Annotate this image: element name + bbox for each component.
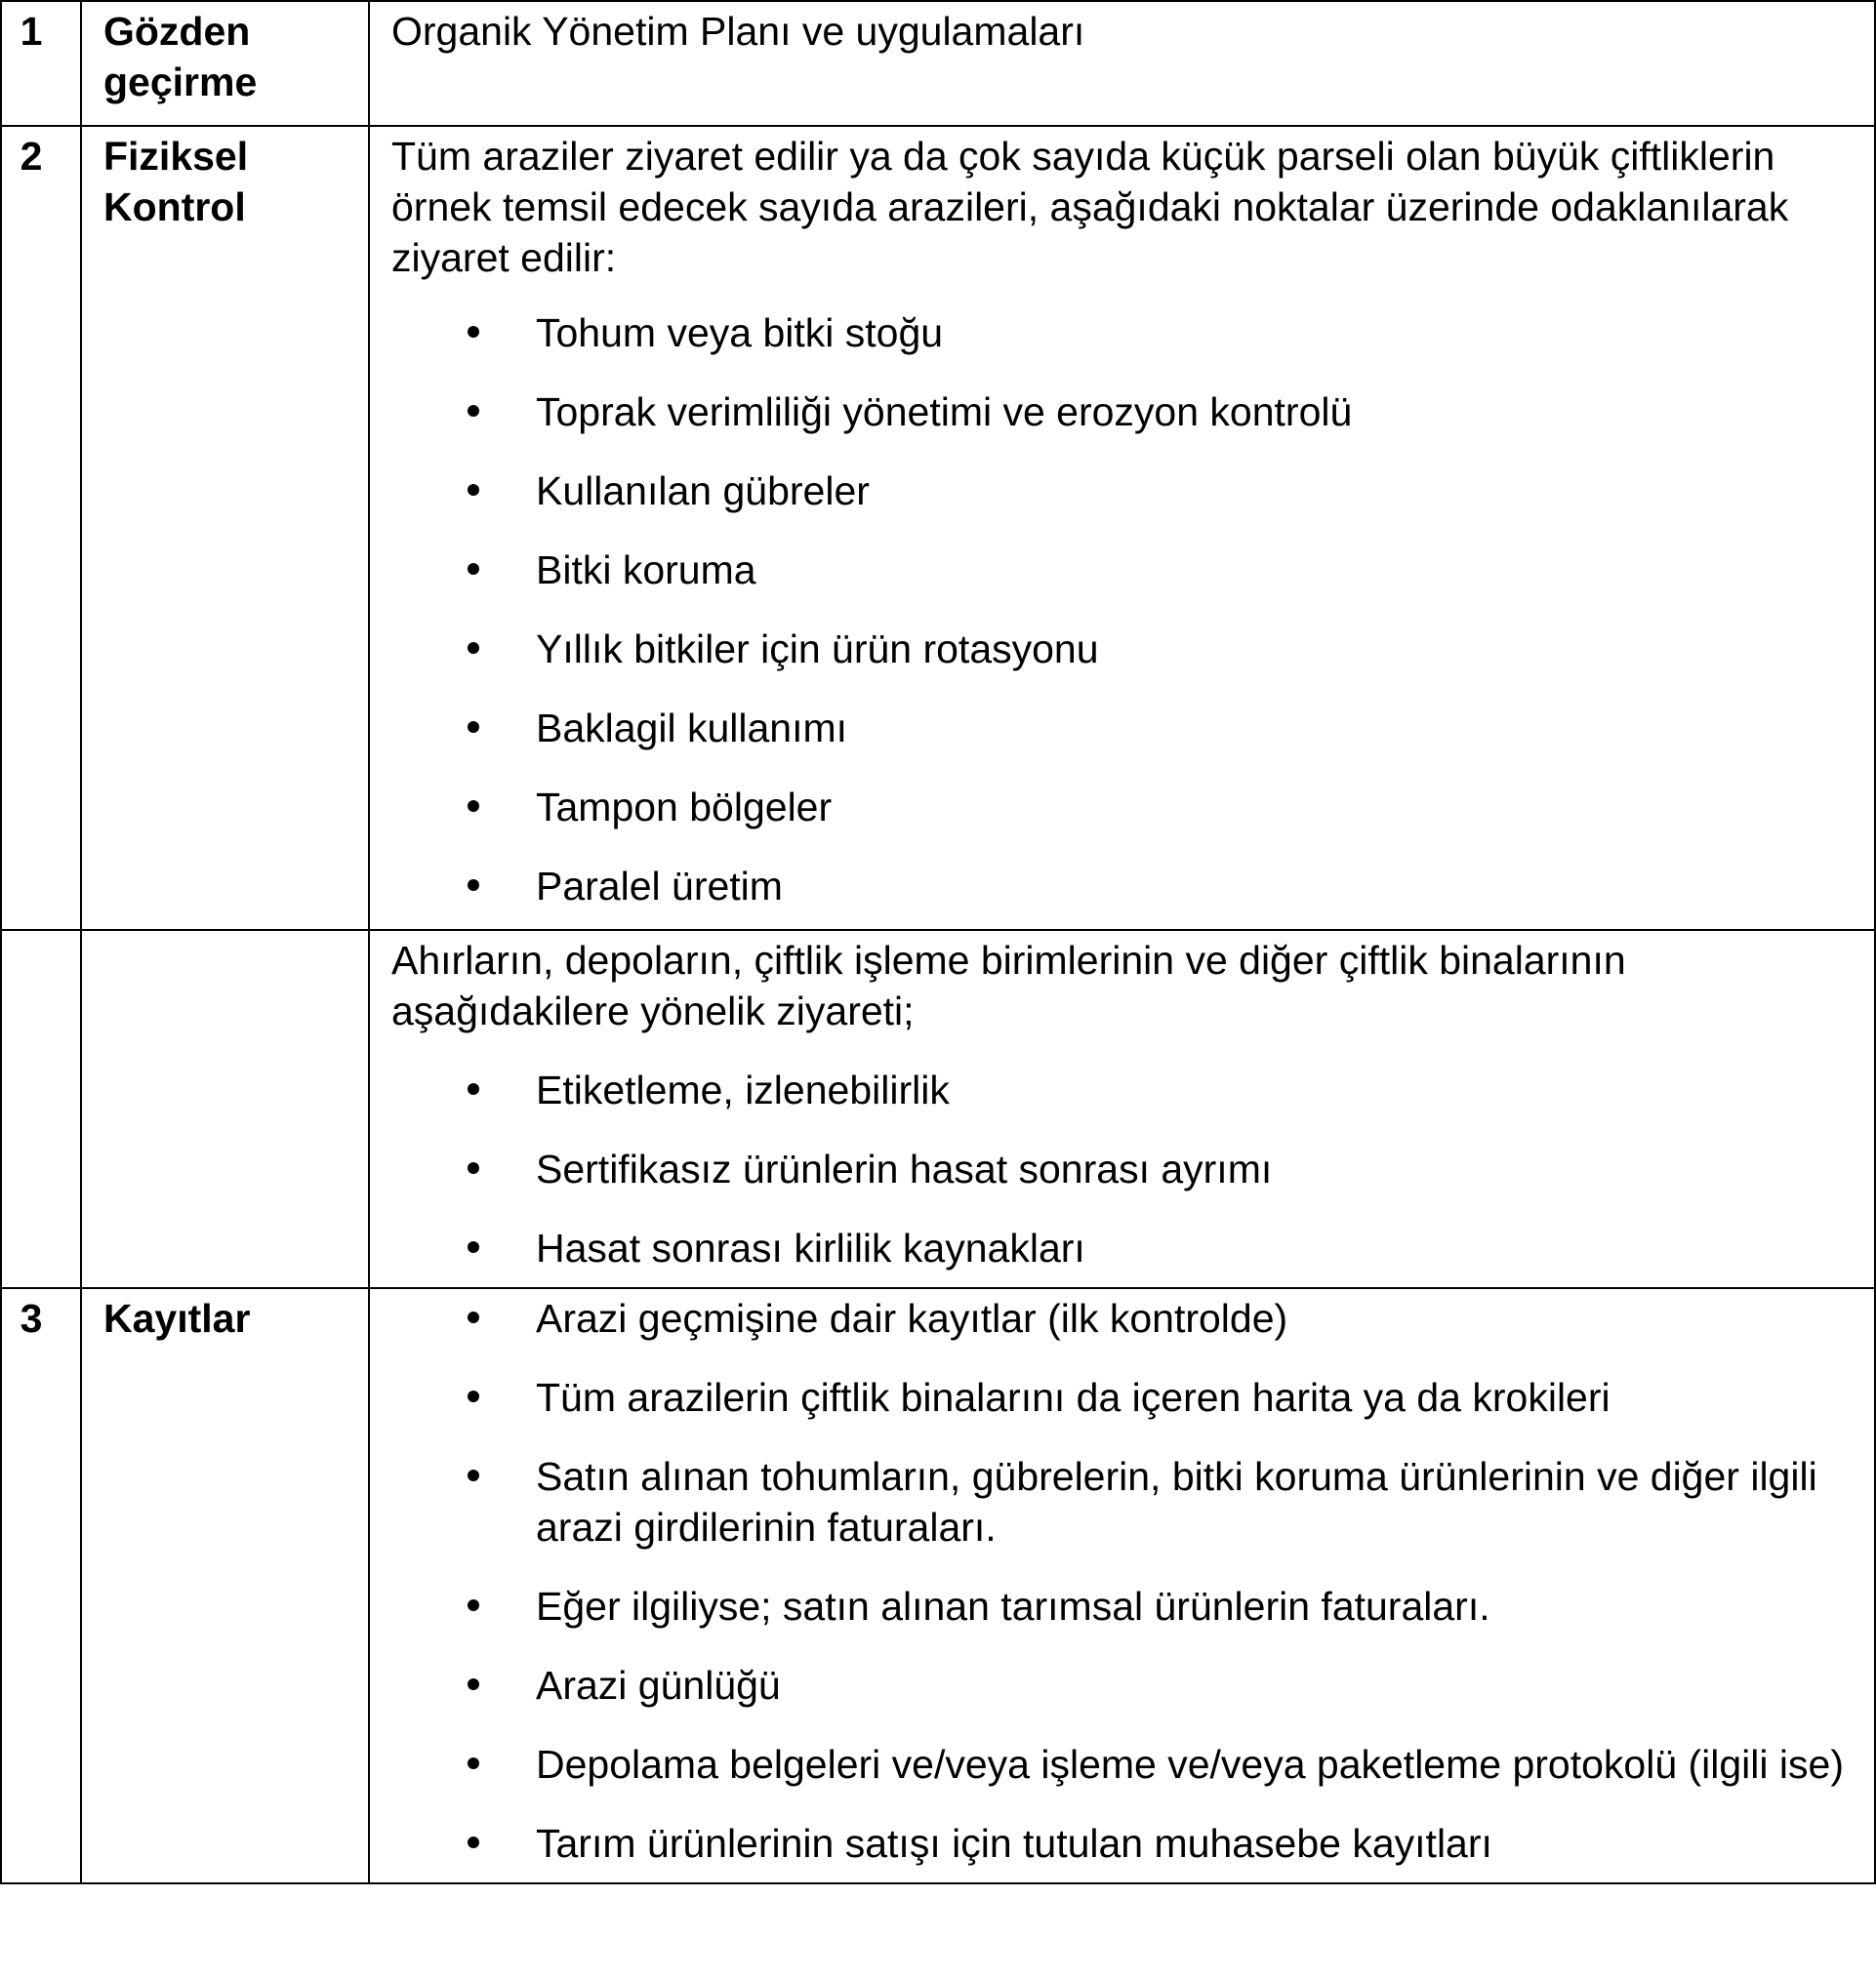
- list-item: [391, 703, 1855, 753]
- bullet-icon: [468, 879, 479, 891]
- list-item-text: Depolama belgeleri ve/veya işleme ve/veya paketleme protokolü (ilgili ise): [536, 1742, 1844, 1787]
- bullet-icon: [468, 800, 479, 812]
- bullet-list: [391, 307, 1855, 911]
- list-item: [391, 545, 1855, 595]
- list-item: [391, 1065, 1855, 1115]
- list-item-text: Bitki koruma: [536, 547, 756, 592]
- row-body-text: Ahırların, depoların, çiftlik işleme birimlerinin ve diğer çiftlik binalarının aşağıdakilere yönelik ziyareti;: [391, 938, 1626, 1033]
- table-row: [1, 930, 1875, 1288]
- list-item-text: Baklagil kullanımı: [536, 706, 848, 750]
- row-number-cell: [1, 1, 81, 126]
- bullet-icon: [468, 1757, 479, 1769]
- bullet-icon: [468, 1162, 479, 1174]
- list-item-text: Yıllık bitkiler için ürün rotasyonu: [536, 626, 1099, 671]
- list-item-text: Paralel üretim: [536, 864, 783, 909]
- row-number-cell: [1, 930, 81, 1288]
- list-item-text: Tüm arazilerin çiftlik binalarını da içeren harita ya da krokileri: [536, 1375, 1611, 1420]
- row-number: 3: [20, 1296, 43, 1341]
- list-item-text: Arazi günlüğü: [536, 1663, 781, 1708]
- row-body-cell: [369, 930, 1875, 1288]
- row-title-line: Kayıtlar: [103, 1296, 251, 1341]
- bullet-icon: [468, 721, 479, 733]
- list-item: [391, 1739, 1855, 1790]
- list-item-text: Toprak verimliliği yönetimi ve erozyon kontrolü: [536, 389, 1353, 434]
- row-number: 2: [20, 134, 43, 179]
- list-item-text: Kullanılan gübreler: [536, 468, 870, 513]
- list-item: [391, 465, 1855, 516]
- list-item: [391, 386, 1855, 437]
- list-item: [391, 1581, 1855, 1632]
- row-body-cell: [369, 1, 1875, 126]
- row-title-cell: [81, 1288, 369, 1883]
- bullet-icon: [468, 1083, 479, 1095]
- list-item: [391, 1372, 1855, 1423]
- list-item: [391, 1144, 1855, 1194]
- bullet-icon: [468, 1470, 479, 1481]
- list-item: [391, 1451, 1855, 1553]
- list-item-text: Satın alınan tohumların, gübrelerin, bitki koruma ürünlerinin ve diğer ilgili arazi girdilerinin faturaları.: [536, 1454, 1817, 1550]
- bullet-list: [391, 1293, 1855, 1869]
- list-item: [391, 1818, 1855, 1869]
- bullet-icon: [468, 563, 479, 575]
- bullet-icon: [468, 405, 479, 417]
- list-item-text: Arazi geçmişine dair kayıtlar (ilk kontrolde): [536, 1296, 1288, 1341]
- row-title-cell: [81, 930, 369, 1288]
- row-title-line: Kontrol: [103, 184, 246, 229]
- list-item-text: Tampon bölgeler: [536, 785, 833, 829]
- row-body-cell: [369, 126, 1875, 930]
- list-item: [391, 861, 1855, 911]
- bullet-icon: [468, 642, 479, 654]
- bullet-list: [391, 1065, 1855, 1273]
- table-row: [1, 1288, 1875, 1883]
- row-body-text: Organik Yönetim Planı ve uygulamaları: [391, 9, 1085, 54]
- list-item-text: Tohum veya bitki stoğu: [536, 310, 944, 355]
- list-item: [391, 782, 1855, 832]
- list-item: [391, 307, 1855, 358]
- row-title-cell: [81, 126, 369, 930]
- list-item: [391, 1223, 1855, 1273]
- row-body-text: Tüm araziler ziyaret edilir ya da çok sayıda küçük parseli olan büyük çiftliklerin örnek temsil edecek sayıda arazileri, aşağıdaki noktalar üzerinde odaklanılarak ziyaret edilir:: [391, 134, 1789, 280]
- bullet-icon: [468, 484, 479, 496]
- row-number: 1: [20, 9, 43, 54]
- list-item-text: Sertifikasız ürünlerin hasat sonrası ayrımı: [536, 1147, 1273, 1191]
- table-row: [1, 126, 1875, 930]
- bullet-icon: [468, 1599, 479, 1611]
- list-item: [391, 1293, 1855, 1344]
- list-item: [391, 1660, 1855, 1711]
- bullet-icon: [468, 1678, 479, 1690]
- table-row: [1, 1, 1875, 126]
- row-title-cell: [81, 1, 369, 126]
- row-number-cell: [1, 1288, 81, 1883]
- bullet-icon: [468, 1391, 479, 1402]
- bullet-icon: [468, 1837, 479, 1848]
- row-title-line: geçirme: [103, 60, 258, 104]
- row-number-cell: [1, 126, 81, 930]
- list-item-text: Tarım ürünlerinin satışı için tutulan muhasebe kayıtları: [536, 1821, 1492, 1866]
- list-item-text: Hasat sonrası kirlilik kaynakları: [536, 1226, 1085, 1271]
- bullet-icon: [468, 326, 479, 338]
- list-item-text: Eğer ilgiliyse; satın alınan tarımsal ürünlerin faturaları.: [536, 1584, 1490, 1629]
- row-body-cell: [369, 1288, 1875, 1883]
- bullet-icon: [468, 1241, 479, 1253]
- list-item-text: Etiketleme, izlenebilirlik: [536, 1068, 950, 1112]
- bullet-icon: [468, 1312, 479, 1323]
- list-item: [391, 624, 1855, 674]
- row-title-line: Gözden: [103, 9, 251, 54]
- row-title-line: Fiziksel: [103, 134, 249, 179]
